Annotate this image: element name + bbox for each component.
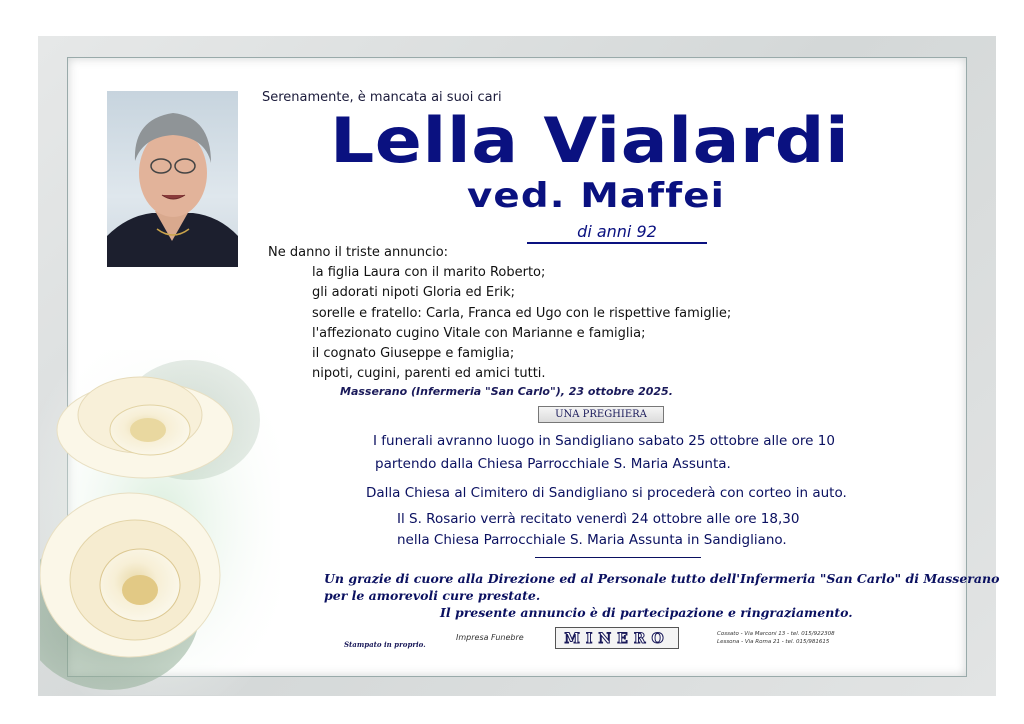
contact-info <box>717 630 835 646</box>
thanks-text <box>324 570 999 604</box>
funeral-home-logo <box>555 627 679 649</box>
contact-line: Cossato - Via Marconi 13 - tel. 015/922308 <box>717 631 835 637</box>
mourners-list <box>312 263 731 385</box>
funeral-home-label: Impresa Funebre <box>456 633 524 642</box>
mourner-line: sorelle e fratello: Carla, Franca ed Ugo con le rispettive famiglie; <box>312 305 732 321</box>
roses-image <box>40 350 280 695</box>
mourner-line: gli adorati nipoti Gloria ed Erik; <box>312 285 515 301</box>
contact-line: Lessona - Via Roma 21 - tel. 015/981615 <box>717 639 830 645</box>
announcement-intro: Ne danno il triste annuncio: <box>268 245 449 260</box>
intro-text: Serenamente, è mancata ai suoi cari <box>262 90 502 105</box>
place-date: Masserano (Infermeria "San Carlo"), 23 ottobre 2025. <box>340 385 673 398</box>
age-text: di anni 92 <box>527 222 707 244</box>
thanks-closing: Il presente annuncio è di partecipazione e ringraziamento. <box>440 605 853 620</box>
mourner-line: l'affezionato cugino Vitale con Marianne e famiglia; <box>312 325 646 341</box>
funeral-line: Il S. Rosario verrà recitato venerdì 24 ottobre alle ore 18,30 <box>397 511 800 527</box>
portrait-photo <box>107 91 238 267</box>
prayer-button[interactable]: UNA PREGHIERA <box>538 406 664 423</box>
mourner-line: la figlia Laura con il marito Roberto; <box>312 265 546 280</box>
married-name: ved. Maffei <box>467 176 726 216</box>
thanks-line: Un grazie di cuore alla Direzione ed al Personale tutto dell'Infermeria "San Carlo" di Masserano <box>324 571 1000 586</box>
funeral-line: Dalla Chiesa al Cimitero di Sandigliano si procederà con corteo in auto. <box>366 485 847 501</box>
funeral-line: nella Chiesa Parrocchiale S. Maria Assunta in Sandigliano. <box>397 532 787 548</box>
mourner-line: il cognato Giuseppe e famiglia; <box>312 346 515 362</box>
thanks-line: per le amorevoli cure prestate. <box>324 588 541 603</box>
svg-text:MINERO: MINERO <box>564 631 670 647</box>
printed-note: Stampato in proprio. <box>344 640 426 649</box>
divider <box>535 557 701 558</box>
funeral-line: I funerali avranno luogo in Sandigliano sabato 25 ottobre alle ore 10 <box>373 433 835 449</box>
funeral-line: partendo dalla Chiesa Parrocchiale S. Maria Assunta. <box>375 456 731 472</box>
mourner-line: nipoti, cugini, parenti ed amici tutti. <box>312 366 546 382</box>
deceased-name: Lella Vialardi <box>330 104 850 177</box>
